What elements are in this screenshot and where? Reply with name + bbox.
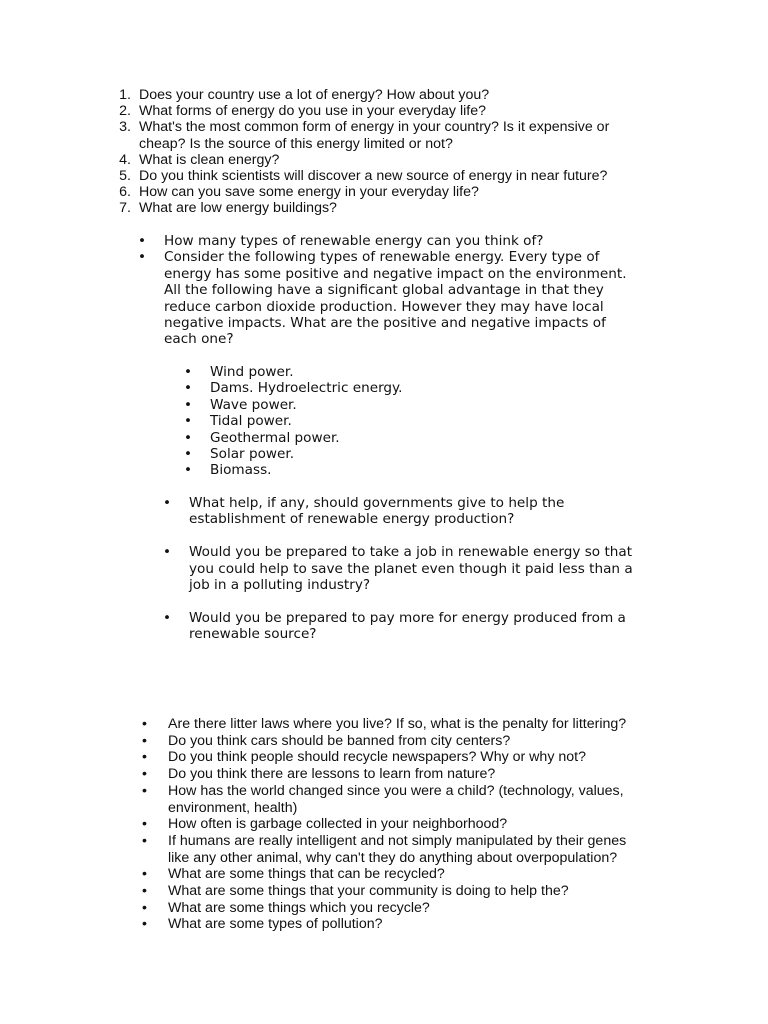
energy-question [119,168,609,185]
item-text-line: How many types of renewable energy can you think of? [164,233,544,249]
followup-question [163,495,633,528]
renewable-type-item [184,462,402,479]
followup-question [163,544,633,594]
bullet-icon: • [184,429,193,446]
item-text-line: Wave power. [210,396,297,413]
list-marker: • [142,899,147,916]
item-text-line: job in a polluting industry? [189,577,371,594]
item-text-line: What is clean energy? [139,151,280,168]
item-text-line: establishment of renewable energy production? [189,511,515,528]
energy-question [119,103,609,120]
item-text-line: What's the most common form of energy in your country? Is it expensive or [139,119,610,136]
item-text-line: Biomass. [210,462,272,479]
item-text-line: cheap? Is the source of this energy limited or not? [139,135,453,152]
renewable-type-item [184,396,402,413]
renewable-question [138,233,627,249]
list-marker: • [142,883,147,900]
energy-question-list [119,87,610,217]
item-text-line: How often is garbage collected in your neighborhood? [168,816,508,833]
renewable-question [138,249,627,348]
list-marker: • [142,866,147,883]
environment-question [142,866,626,883]
item-text-line: Does your country use a lot of energy? How about you? [139,87,490,103]
renewable-type-item [184,364,402,380]
item-text-line: What are some types of pollution? [168,916,383,933]
environment-question [142,899,626,917]
item-text-line: Do you think there are lessons to learn from nature? [168,766,496,783]
list-marker: • [163,495,172,511]
item-text-line: Consider the following types of renewable energy. Every type of [164,249,600,266]
renewable-type-item [184,429,402,446]
environment-question [142,749,626,766]
environment-question [142,816,626,833]
list-marker: 2. [119,103,131,120]
item-text-line: What forms of energy do you use in your everyday life? [139,103,486,120]
item-text-line: Wind power. [210,364,294,380]
environment-question-list [142,716,627,933]
item-text-line: Would you be prepared to pay more for energy produced from a [189,609,626,626]
bullet-icon: • [184,446,193,463]
energy-question [119,200,609,217]
list-marker: • [142,749,147,766]
list-marker: • [163,544,172,561]
item-text-line: If humans are really intelligent and not simply manipulated by their genes [168,832,627,849]
list-marker: • [138,249,147,266]
list-marker: • [142,716,147,732]
item-text-line: reduce carbon dioxide production. However they may have local [164,298,604,315]
item-text-line: All the following have a significant global advantage in that they [164,282,604,299]
bullet-icon: • [184,396,193,413]
energy-question [119,151,609,168]
item-text-line: What are some things that can be recycled? [168,866,445,883]
item-text-line: Geothermal power. [210,429,340,446]
bullet-icon: • [184,462,193,479]
list-marker: 4. [119,151,131,168]
item-text-line: you could help to save the planet even though it paid less than a [189,560,633,577]
environment-question [142,782,626,816]
item-text-line: Are there litter laws where you live? If so, what is the penalty for littering? [168,716,627,732]
bullet-icon: • [184,380,193,397]
item-text-line: What are low energy buildings? [139,200,337,217]
item-text-line: What are some things which you recycle? [168,899,430,916]
bullet-icon: • [184,364,193,380]
item-text-line: each one? [164,331,234,348]
list-marker: • [142,816,147,833]
item-text-line: environment, health) [168,799,298,816]
list-marker: • [142,832,147,849]
item-text-line: energy has some positive and negative impact on the environment. [164,265,627,282]
item-text-line: Do you think cars should be banned from city centers? [168,732,511,749]
list-marker: 7. [119,200,131,217]
item-text-line: Do you think people should recycle newspapers? Why or why not? [168,749,586,766]
renewable-type-list [184,364,403,479]
item-text-line: Would you be prepared to take a job in renewable energy so that [189,544,633,561]
item-text-line: How can you save some energy in your everyday life? [139,184,479,201]
environment-question [142,766,626,783]
list-marker: • [142,782,147,799]
item-text-line: Solar power. [210,446,295,463]
energy-question [119,184,609,201]
list-marker: 6. [119,184,131,201]
bullet-icon: • [184,413,193,430]
renewable-type-item [184,413,402,430]
list-marker: • [142,916,147,933]
item-text-line: Do you think scientists will discover a new source of energy in near future? [139,168,608,185]
renewable-type-item [184,380,403,397]
item-text-line: What are some things that your community is doing to help the? [168,883,569,900]
renewable-followup-list [163,495,633,643]
item-text-line: Tidal power. [210,413,292,430]
list-marker: 3. [119,119,131,136]
list-marker: 1. [119,87,131,103]
renewable-question-list [138,233,627,348]
item-text-line: negative impacts. What are the positive and negative impacts of [164,315,606,332]
item-text-line: renewable source? [189,626,317,643]
item-text-line: Dams. Hydroelectric energy. [210,380,403,397]
item-text-line: like any other animal, why can't they do anything about overpopulation? [168,849,618,866]
item-text-line: What help, if any, should governments give to help the [189,495,565,511]
list-marker: 5. [119,168,131,185]
list-marker: • [142,766,147,783]
environment-question [142,716,627,733]
list-marker: • [163,609,172,626]
list-marker: • [142,732,147,749]
energy-question [119,119,610,152]
list-marker: • [138,233,147,249]
energy-question [119,87,609,103]
environment-question [142,732,626,750]
environment-question [142,832,627,866]
environment-question [142,883,626,900]
renewable-type-item [184,446,402,463]
followup-question [163,609,633,643]
environment-question [142,916,626,933]
item-text-line: How has the world changed since you were a child? (technology, values, [168,782,624,799]
